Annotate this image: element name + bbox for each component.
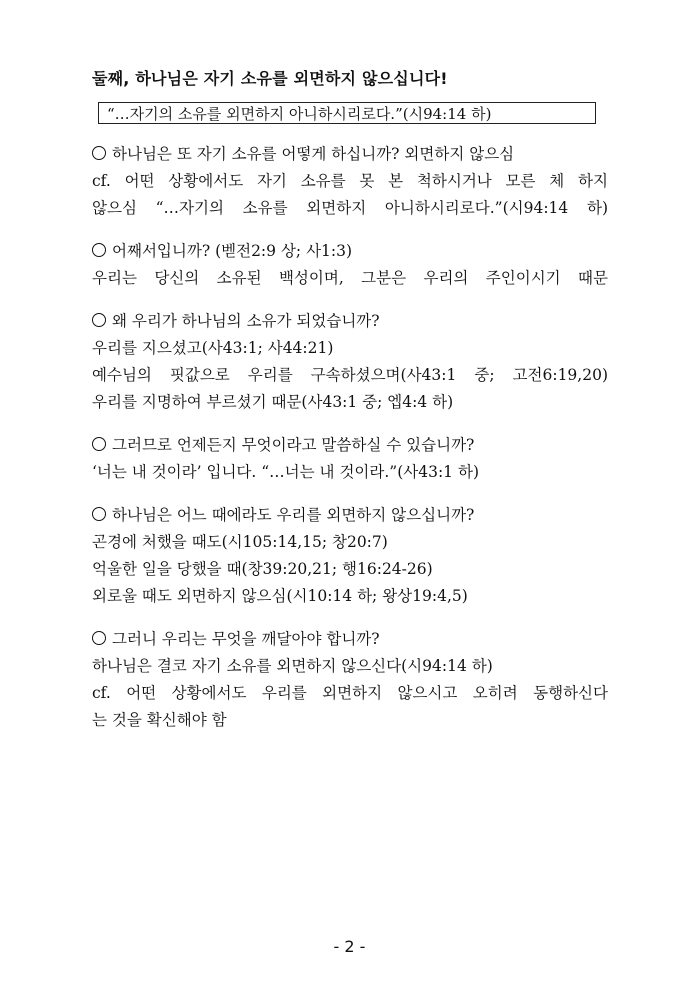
section-title: 둘째, 하나님은 자기 소유를 외면하지 않으십니다!	[92, 69, 448, 88]
question-text: 그러므로 언제든지 무엇이라고 말씀하실 수 있습니까?	[112, 436, 475, 454]
answer-line: 억울한 일을 당했을 때(창39:20,21; 행16:24-26)	[92, 560, 433, 578]
question-text: 왜 우리가 하나님의 소유가 되었습니까?	[112, 312, 380, 330]
key-verse-box: “…자기의 소유를 외면하지 아니하시리로다.”(시94:14 하)	[98, 102, 596, 124]
circle-bullet-icon	[92, 631, 106, 645]
circle-bullet-icon	[92, 507, 106, 521]
circle-bullet-icon	[92, 146, 106, 160]
question-text: 하나님은 어느 때에라도 우리를 외면하지 않으십니까?	[112, 506, 475, 524]
answer-line: 우리를 지으셨고(사43:1; 사44:21)	[92, 339, 334, 357]
page-content	[92, 66, 608, 734]
circle-bullet-icon	[92, 313, 106, 327]
qa-block-6	[92, 626, 608, 734]
question-2	[92, 238, 608, 265]
answer-line: cf. 어떤 상황에서도 우리를 외면하지 않으시고 오히려 동행하신다	[92, 684, 608, 702]
qa-block-5	[92, 502, 608, 610]
question-5	[92, 502, 608, 529]
question-text: 그러니 우리는 무엇을 깨달아야 합니까?	[112, 630, 380, 648]
answer-line: 곤경에 처했을 때도(시105:14,15; 창20:7)	[92, 533, 388, 551]
page-number: - 2 -	[333, 937, 366, 956]
qa-block-1	[92, 141, 608, 222]
question-6	[92, 626, 608, 653]
circle-bullet-icon	[92, 437, 106, 451]
question-3	[92, 308, 608, 335]
answer-line: 는 것을 확신해야 함	[92, 711, 227, 729]
question-1	[92, 141, 608, 168]
qa-block-2	[92, 238, 608, 292]
answer-line: 않으심 “…자기의 소유를 외면하지 아니하시리로다.”(시94:14 하)	[92, 199, 608, 217]
qa-block-3	[92, 308, 608, 416]
qa-block-4	[92, 432, 608, 486]
answer-line: 우리를 지명하여 부르셨기 때문(사43:1 중; 엡4:4 하)	[92, 393, 454, 411]
answer-line: 예수님의 핏값으로 우리를 구속하셨으며(사43:1 중; 고전6:19,20)	[92, 366, 608, 384]
question-text: 하나님은 또 자기 소유를 어떻게 하십니까? 외면하지 않으심	[112, 145, 515, 163]
circle-bullet-icon	[92, 243, 106, 257]
question-text: 어째서입니까? (벧전2:9 상; 사1:3)	[112, 242, 353, 260]
answer-line: cf. 어떤 상황에서도 자기 소유를 못 본 척하시거나 모른 체 하지	[92, 172, 608, 190]
answer-line: 외로울 때도 외면하지 않으심(시10:14 하; 왕상19:4,5)	[92, 587, 468, 605]
answer-line: 우리는 당신의 소유된 백성이며, 그분은 우리의 주인이시기 때문	[92, 269, 608, 287]
answer-line: ‘너는 내 것이라’ 입니다. “…너는 내 것이라.”(사43:1 하)	[92, 463, 479, 481]
answer-line: 하나님은 결코 자기 소유를 외면하지 않으신다(시94:14 하)	[92, 657, 493, 675]
question-4	[92, 432, 608, 459]
